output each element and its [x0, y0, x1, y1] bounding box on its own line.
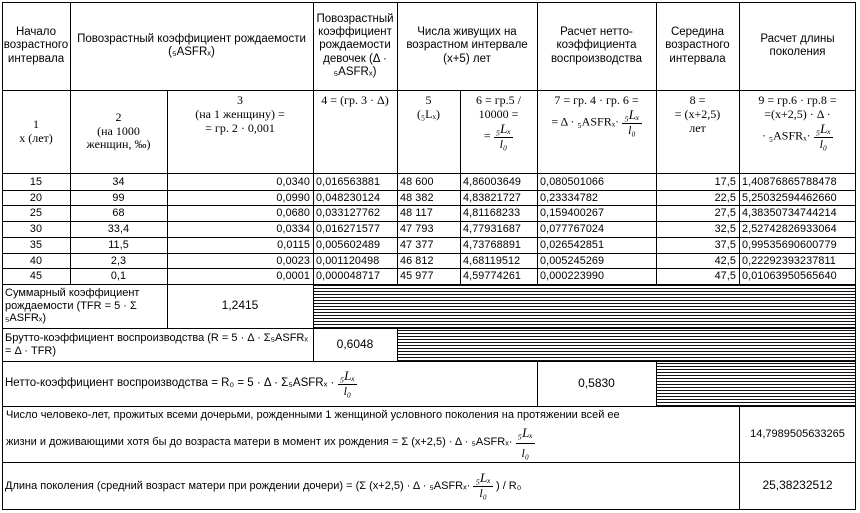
- netto-cell: 0,026542851: [540, 238, 605, 251]
- netto-cell: 0,005245269: [540, 254, 605, 267]
- mid-age-cell: 37,5: [714, 238, 736, 251]
- lx-ratio-cell: 4,73768891: [463, 238, 522, 251]
- subheader-col4: 4 = (гр. 3 · Δ): [321, 93, 389, 107]
- fraction-l5-over-l0: $\frac{\text{₅Lₓ}}{\text{l₀}}$: [339, 367, 356, 398]
- asfr-per-1000-cell: 0,1: [110, 269, 127, 282]
- age-cell: 40: [29, 254, 43, 267]
- netto-label: Нетто-коэффициент воспроизводства = R₀ = 5 · Δ · Σ₅ASFRₓ · $\frac{\text{₅Lₓ}}{\text{l₀}}$: [5, 367, 356, 398]
- header-interval-mid: Середина возрастного интервала: [665, 26, 730, 65]
- header-interval-start: Начало возрастного интервала: [3, 26, 69, 65]
- subheader-col9: 9 = гр.6 · гр.8 = =(x+2,5) · Δ · · ₅ASFRₓ· $\frac{\text{₅Lₓ}}{\text{l₀}}$: [758, 93, 837, 151]
- subheader-col8: 8 = = (x+2,5) лет: [674, 93, 721, 135]
- fraction-l5-over-l0: $\frac{\text{₅Lₓ}}{\text{l₀}}$: [495, 120, 512, 151]
- lx-cell: 47 793: [400, 222, 434, 235]
- girls-asfr-cell: 0,016563881: [316, 175, 381, 188]
- asfr-per-woman-cell: 0,0990: [276, 191, 310, 204]
- generation-cell: 0,22292393237811: [742, 254, 836, 267]
- lx-cell: 48 382: [400, 191, 434, 204]
- asfr-per-woman-cell: 0,0680: [276, 206, 310, 219]
- mid-age-cell: 47,5: [714, 269, 736, 282]
- girls-asfr-cell: 0,001120498: [316, 254, 380, 267]
- lx-ratio-cell: 4,77931687: [463, 222, 522, 235]
- header-survivors: Числа живущих на возрастном интервале (x+5) лет: [406, 26, 528, 65]
- hatched-area: [398, 329, 855, 361]
- girls-asfr-cell: 0,000048717: [316, 269, 381, 282]
- lx-ratio-cell: 4,86003649: [463, 175, 522, 188]
- header-asfr: Повозрастный коэффициент рождаемости (₅ASFRₓ): [77, 32, 306, 58]
- hatched-area: [314, 285, 855, 328]
- asfr-per-1000-cell: 68: [112, 206, 125, 219]
- girls-asfr-cell: 0,005602489: [316, 238, 381, 251]
- lx-cell: 46 812: [400, 254, 434, 267]
- generation-cell: 0,01063950565640: [742, 269, 837, 282]
- age-cell: 45: [29, 269, 43, 282]
- age-cell: 15: [29, 175, 43, 188]
- header-netto-calc: Расчет нетто-коэффициента воспроизводства: [550, 26, 643, 65]
- lx-ratio-cell: 4,68119512: [463, 254, 521, 267]
- lx-cell: 48 117: [400, 206, 433, 219]
- girls-asfr-cell: 0,016271577: [316, 222, 381, 235]
- lx-cell: 45 977: [400, 269, 434, 282]
- subheader-col6: 6 = гр.5 / 10000 = = $\frac{\text{₅Lₓ}}{\text{l₀}}$: [475, 93, 522, 151]
- asfr-per-1000-cell: 2,3: [110, 254, 127, 267]
- age-cell: 35: [29, 238, 43, 251]
- lx-cell: 48 600: [400, 175, 434, 188]
- asfr-per-woman-cell: 0,0023: [276, 254, 310, 267]
- header-generation-length: Расчет длины поколения: [760, 32, 835, 58]
- brutto-label: Брутто-коэффициент воспроизводства (R = 5 · Δ · Σ₅ASFRₓ = Δ · TFR): [5, 331, 308, 357]
- fraction-l5-over-l0: $\frac{\text{₅Lₓ}}{\text{l₀}}$: [517, 425, 533, 460]
- hatched-area: [657, 362, 855, 406]
- asfr-per-woman-cell: 0,0115: [277, 238, 310, 251]
- age-cell: 25: [29, 206, 43, 219]
- girls-asfr-cell: 0,033127762: [316, 206, 381, 219]
- asfr-per-woman-cell: 0,0340: [276, 175, 310, 188]
- netto-cell: 0,077767024: [540, 222, 605, 235]
- mid-age-cell: 22,5: [714, 191, 736, 204]
- girls-asfr-cell: 0,048230124: [316, 191, 381, 204]
- subheader-col7: 7 = гр. 4 · гр. 6 = = Δ · ₅ASFRₓ· $\frac{\text{₅Lₓ}}{\text{l₀}}$: [551, 93, 640, 137]
- subheader-col1: 1 x (лет): [19, 116, 53, 145]
- mid-age-cell: 27,5: [714, 206, 736, 219]
- asfr-per-1000-cell: 33,4: [107, 222, 130, 235]
- person-years-label: Число человеко-лет, прожитых всеми дочерьми, рожденными 1 женщиной условного поколения на протяжении всей ее жизни и доживающими хотя бы до возраста матери в момент их рождения = Σ (x+2,5) · Δ · ₅ASFRₓ· $\frac{\text{₅Lₓ}}{\text{l₀}}$: [6, 408, 620, 460]
- generation-cell: 1,40876865788478: [742, 175, 837, 188]
- generation-cell: 5,25032594462660: [742, 191, 837, 204]
- netto-cell: 0,000223990: [540, 269, 605, 282]
- generation-cell: 2,52742826933064: [742, 222, 837, 235]
- netto-cell: 0,23334782: [540, 191, 599, 204]
- mid-age-cell: 32,5: [714, 222, 736, 235]
- mid-age-cell: 17,5: [714, 175, 736, 188]
- tfr-value: 1,2415: [221, 298, 259, 313]
- mid-age-cell: 42,5: [714, 254, 736, 267]
- asfr-per-woman-cell: 0,0334: [276, 222, 310, 235]
- tfr-label: Суммарный коэффициент рождаемости (TFR = 5 · Σ ₅ASFRₓ): [5, 287, 140, 325]
- asfr-per-1000-cell: 99: [112, 191, 125, 204]
- age-cell: 20: [29, 191, 43, 204]
- fraction-l5-over-l0: $\frac{\text{₅Lₓ}}{\text{l₀}}$: [475, 470, 491, 501]
- subheader-col3: 3 (на 1 женщину) = = гр. 2 · 0,001: [195, 93, 285, 135]
- subheader-col2: 2 (на 1000 женщин, ‰): [86, 109, 151, 152]
- asfr-per-woman-cell: 0,0001: [276, 269, 310, 282]
- generation-length-value: 25,38232512: [762, 478, 833, 493]
- brutto-value: 0,6048: [336, 336, 374, 351]
- subheader-col5: 5 (₅Lₓ): [417, 93, 440, 121]
- netto-cell: 0,080501066: [540, 175, 605, 188]
- lx-cell: 47 377: [400, 238, 434, 251]
- lx-ratio-cell: 4,83821727: [463, 191, 522, 204]
- generation-length-label: Длина поколения (средний возраст матери при рождении дочери) = (Σ (x+2,5) · Δ · ₅ASFRₓ· $\frac{\text{₅Lₓ}}{\text{l₀}}$ ) / R₀: [5, 470, 522, 501]
- person-years-value: 14,7989505633265: [750, 427, 845, 440]
- header-girls-asfr: Повозрастный коэффициент рождаемости девочек (Δ · ₅ASFRₓ): [316, 12, 394, 78]
- age-cell: 30: [29, 222, 43, 235]
- fraction-l5-over-l0: $\frac{\text{₅Lₓ}}{\text{l₀}}$: [624, 106, 640, 137]
- asfr-per-1000-cell: 11,5: [108, 238, 129, 251]
- lx-ratio-cell: 4,59774261: [463, 269, 522, 282]
- lx-ratio-cell: 4,81168233: [463, 206, 521, 219]
- generation-cell: 4,38350734744214: [742, 206, 837, 219]
- netto-value: 0,5830: [578, 375, 615, 390]
- generation-cell: 0,99535690600779: [742, 238, 837, 251]
- asfr-per-1000-cell: 34: [112, 175, 125, 188]
- fraction-l5-over-l0: $\frac{\text{₅Lₓ}}{\text{l₀}}$: [815, 120, 832, 151]
- netto-cell: 0,159400267: [540, 206, 605, 219]
